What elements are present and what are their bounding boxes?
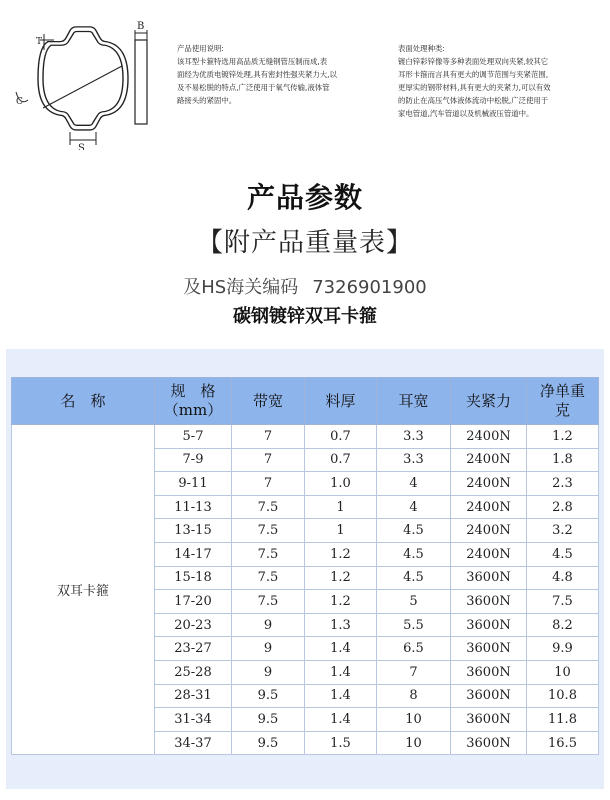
spec-cell: 11-13 xyxy=(155,495,232,519)
product-name-cell: 双耳卡箍 xyxy=(12,425,155,755)
ear-width-cell: 10 xyxy=(377,731,451,755)
net-weight-cell: 16.5 xyxy=(527,731,599,755)
usage-line: 及不易松脱的特点,广泛使用于氧气传输,液体管 xyxy=(177,83,330,92)
net-weight-cell: 2.3 xyxy=(527,472,599,496)
table-row xyxy=(12,425,599,449)
net-weight-cell: 10 xyxy=(527,660,599,684)
clamp-force-cell: 3600N xyxy=(451,590,527,614)
spec-cell: 17-20 xyxy=(155,590,232,614)
usage-line: 面经为优质电镀锌处理,具有密封性强夹紧力大,以 xyxy=(177,70,337,79)
thickness-cell: 1 xyxy=(305,519,377,543)
thickness-cell: 1.4 xyxy=(305,708,377,732)
ear-width-cell: 3.3 xyxy=(377,448,451,472)
header-ear-width: 耳宽 xyxy=(377,378,451,425)
clamp-force-cell: 2400N xyxy=(451,542,527,566)
clamp-force-cell: 3600N xyxy=(451,660,527,684)
band-width-cell: 7.5 xyxy=(232,495,305,519)
band-width-cell: 7.5 xyxy=(232,590,305,614)
band-width-cell: 9.5 xyxy=(232,731,305,755)
thickness-cell: 1.5 xyxy=(305,731,377,755)
hs-label: 及HS海关编码 xyxy=(183,277,299,298)
clamp-force-cell: 3600N xyxy=(451,613,527,637)
usage-description xyxy=(177,42,382,107)
band-width-cell: 7.5 xyxy=(232,566,305,590)
spec-cell: 5-7 xyxy=(155,425,232,449)
net-weight-cell: 3.2 xyxy=(527,519,599,543)
thickness-cell: 1.2 xyxy=(305,542,377,566)
clamp-force-cell: 3600N xyxy=(451,566,527,590)
header-weight-label: 净单重 xyxy=(539,382,585,400)
table-header-row xyxy=(12,378,599,425)
clamp-force-cell: 2400N xyxy=(451,448,527,472)
header-spec xyxy=(155,378,232,425)
thickness-cell: 1.4 xyxy=(305,637,377,661)
ear-width-cell: 6.5 xyxy=(377,637,451,661)
hs-code: 7326901900 xyxy=(312,277,427,298)
net-weight-cell: 2.8 xyxy=(527,495,599,519)
net-weight-cell: 8.2 xyxy=(527,613,599,637)
clamp-force-cell: 3600N xyxy=(451,708,527,732)
surface-line: 更厚实的钢带材料,具有更大的夹紧力,可以有效 xyxy=(398,83,551,92)
band-width-cell: 7 xyxy=(232,472,305,496)
clamp-force-cell: 2400N xyxy=(451,495,527,519)
header-band-width: 带宽 xyxy=(232,378,305,425)
product-name: 碳钢镀锌双耳卡箍 xyxy=(233,306,377,327)
spec-cell: 13-15 xyxy=(155,519,232,543)
usage-line: 路接头的紧固中。 xyxy=(177,96,237,105)
band-width-cell: 9 xyxy=(232,637,305,661)
header-spec-label: 规 格 xyxy=(170,382,216,400)
clamp-force-cell: 2400N xyxy=(451,519,527,543)
band-width-cell: 9 xyxy=(232,613,305,637)
ear-width-cell: 4.5 xyxy=(377,542,451,566)
usage-line: 该耳型卡箍特选用高品质无缝钢管压制而成,表 xyxy=(177,57,328,66)
spec-cell: 25-28 xyxy=(155,660,232,684)
thickness-cell: 1.2 xyxy=(305,566,377,590)
label-b: B xyxy=(137,21,145,32)
ear-width-cell: 4 xyxy=(377,472,451,496)
band-width-cell: 7 xyxy=(232,425,305,449)
net-weight-cell: 9.9 xyxy=(527,637,599,661)
spec-cell: 23-27 xyxy=(155,637,232,661)
thickness-cell: 1.4 xyxy=(305,684,377,708)
spec-cell: 7-9 xyxy=(155,448,232,472)
thickness-cell: 1.2 xyxy=(305,590,377,614)
net-weight-cell: 10.8 xyxy=(527,684,599,708)
net-weight-cell: 7.5 xyxy=(527,590,599,614)
header-thickness: 料厚 xyxy=(305,378,377,425)
net-weight-cell: 11.8 xyxy=(527,708,599,732)
ear-width-cell: 5 xyxy=(377,590,451,614)
label-s: S xyxy=(78,143,85,150)
spec-cell: 15-18 xyxy=(155,566,232,590)
label-t: T xyxy=(36,37,43,47)
clamp-force-cell: 3600N xyxy=(451,637,527,661)
ear-width-cell: 7 xyxy=(377,660,451,684)
spec-table xyxy=(11,377,599,755)
net-weight-cell: 1.8 xyxy=(527,448,599,472)
ear-width-cell: 5.5 xyxy=(377,613,451,637)
spec-cell: 28-31 xyxy=(155,684,232,708)
thickness-cell: 1 xyxy=(305,495,377,519)
thickness-cell: 0.7 xyxy=(305,448,377,472)
ear-width-cell: 10 xyxy=(377,708,451,732)
thickness-cell: 1.0 xyxy=(305,472,377,496)
band-width-cell: 9.5 xyxy=(232,708,305,732)
spec-cell: 9-11 xyxy=(155,472,232,496)
net-weight-cell: 1.2 xyxy=(527,425,599,449)
surface-line: 耳形卡箍而言具有更大的调节范围与夹紧范围, xyxy=(398,70,549,79)
surface-description xyxy=(398,42,603,120)
page-title: 产品参数 xyxy=(246,181,363,214)
surface-line: 镀白锌彩锌像等多种表面处理双向夹紧,较其它 xyxy=(398,57,549,66)
header-name: 名 称 xyxy=(12,378,155,425)
spec-cell: 14-17 xyxy=(155,542,232,566)
spec-cell: 31-34 xyxy=(155,708,232,732)
spec-cell: 20-23 xyxy=(155,613,232,637)
header-net-weight xyxy=(527,378,599,425)
table-body xyxy=(12,425,599,755)
header-spec-unit: （mm） xyxy=(163,401,223,419)
band-width-cell: 9.5 xyxy=(232,684,305,708)
surface-heading: 表面处理种类: xyxy=(398,44,445,53)
ear-width-cell: 8 xyxy=(377,684,451,708)
band-width-cell: 7.5 xyxy=(232,519,305,543)
page-subtitle: 【附产品重量表】 xyxy=(196,228,413,258)
ear-width-cell: 4.5 xyxy=(377,519,451,543)
band-width-cell: 9 xyxy=(232,660,305,684)
thickness-cell: 1.3 xyxy=(305,613,377,637)
clamp-force-cell: 3600N xyxy=(451,731,527,755)
clamp-force-cell: 2400N xyxy=(451,425,527,449)
header-clamp-force: 夹紧力 xyxy=(451,378,527,425)
ear-width-cell: 4 xyxy=(377,495,451,519)
surface-line: 的防止在高压气体液体流动中松脱,广泛使用于 xyxy=(398,96,549,105)
band-width-cell: 7.5 xyxy=(232,542,305,566)
clamp-diagram xyxy=(10,20,170,150)
clamp-force-cell: 2400N xyxy=(451,472,527,496)
surface-line: 家电管道,汽车管道以及机械液压管道中。 xyxy=(398,109,534,118)
band-width-cell: 7 xyxy=(232,448,305,472)
spec-cell: 34-37 xyxy=(155,731,232,755)
usage-heading: 产品使用说明: xyxy=(177,44,224,53)
clamp-force-cell: 3600N xyxy=(451,684,527,708)
thickness-cell: 1.4 xyxy=(305,660,377,684)
header-weight-unit: 克 xyxy=(554,401,570,419)
ear-width-cell: 4.5 xyxy=(377,566,451,590)
hs-code-line xyxy=(0,273,610,299)
ear-width-cell: 3.3 xyxy=(377,425,451,449)
net-weight-cell: 4.5 xyxy=(527,542,599,566)
net-weight-cell: 4.8 xyxy=(527,566,599,590)
thickness-cell: 0.7 xyxy=(305,425,377,449)
label-c: C xyxy=(16,97,23,107)
